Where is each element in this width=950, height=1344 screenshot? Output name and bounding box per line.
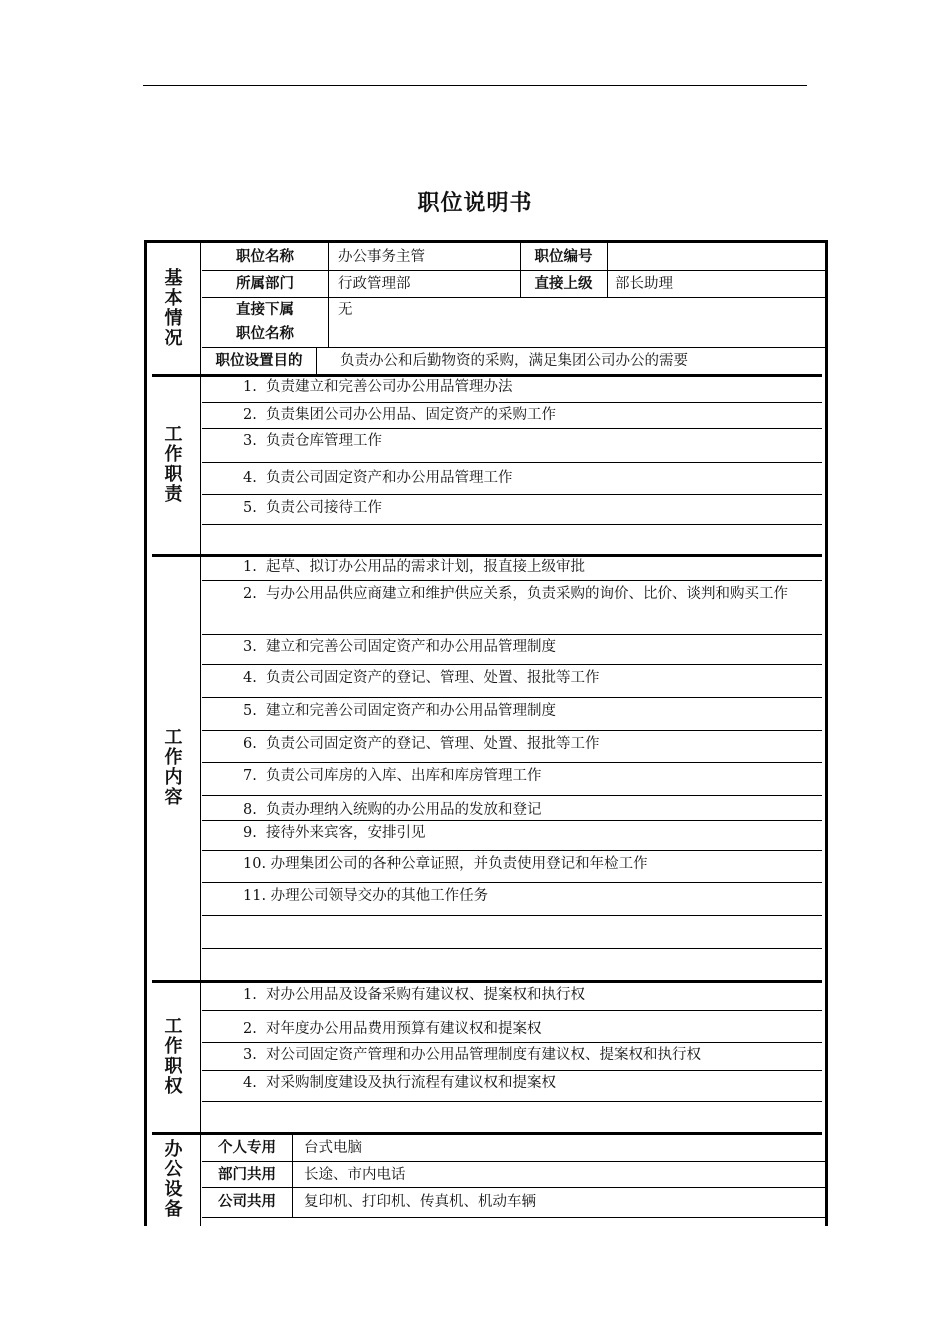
list-item: 11. 办理公司领导交办的其他工作任务	[202, 883, 822, 916]
list-item: 3. 对公司固定资产管理和办公用品管理制度有建议权、提案权和执行权	[202, 1043, 822, 1071]
department-equipment-value: 长途、市内电话	[304, 1167, 406, 1183]
supervisor-label: 直接上级	[534, 276, 593, 292]
list-item: 2. 与办公用品供应商建立和维护供应关系，负责采购的询价、比价、谈判和购买工作	[202, 581, 822, 635]
department-label: 所属部门	[236, 276, 294, 292]
duties-section	[147, 375, 826, 555]
list-item: 8. 负责办理纳入统购的办公用品的发放和登记	[202, 796, 822, 821]
list-item: 5. 负责公司接待工作	[202, 495, 822, 525]
subordinate-label: 直接下属 职位名称	[236, 302, 294, 342]
work-content-label: 工作内容	[147, 555, 201, 981]
supervisor-value: 部长助理	[615, 276, 673, 292]
authority-label: 工作职权	[147, 981, 201, 1133]
list-item: 7. 负责公司库房的入库、出库和库房管理工作	[202, 763, 822, 796]
list-item: 4. 负责公司固定资产和办公用品管理工作	[202, 463, 822, 495]
list-item: 3. 建立和完善公司固定资产和办公用品管理制度	[202, 635, 822, 665]
list-item: 2. 对年度办公用品费用预算有建议权和提案权	[202, 1011, 822, 1043]
list-item: 3. 负责仓库管理工作	[202, 429, 822, 463]
duties-label: 工作职责	[147, 375, 201, 555]
list-item	[202, 949, 822, 981]
basic-info-label: 基本情况	[147, 243, 201, 375]
list-item: 1. 负责建立和完善公司办公用品管理办法	[202, 375, 822, 403]
list-item: 4. 负责公司固定资产的登记、管理、处置、报批等工作	[202, 665, 822, 698]
subordinate-value: 无	[338, 302, 353, 318]
list-item: 1. 起草、拟订办公用品的需求计划，报直接上级审批	[202, 555, 822, 581]
work-content-section	[147, 555, 826, 981]
personal-equipment-value: 台式电脑	[304, 1140, 362, 1156]
list-item: 5. 建立和完善公司固定资产和办公用品管理制度	[202, 698, 822, 731]
position-name-value: 办公事务主管	[338, 249, 425, 265]
list-item: 6. 负责公司固定资产的登记、管理、处置、报批等工作	[202, 731, 822, 763]
department-value: 行政管理部	[338, 276, 411, 292]
company-equipment-label: 公司共用	[218, 1194, 276, 1210]
list-item: 9. 接待外来宾客，安排引见	[202, 821, 822, 851]
header-rule	[143, 85, 807, 86]
list-item: 4. 对采购制度建设及执行流程有建议权和提案权	[202, 1071, 822, 1102]
position-code-label: 职位编号	[534, 249, 593, 265]
authority-section	[147, 981, 826, 1133]
company-equipment-value: 复印机、打印机、传真机、机动车辆	[304, 1194, 536, 1210]
department-equipment-label: 部门共用	[218, 1167, 276, 1183]
purpose-value: 负责办公和后勤物资的采购，满足集团公司办公的需要	[340, 353, 688, 369]
equipment-label: 办公设备	[147, 1133, 201, 1226]
personal-equipment-label: 个人专用	[218, 1140, 276, 1156]
list-item: 2. 负责集团公司办公用品、固定资产的采购工作	[202, 403, 822, 429]
position-name-label: 职位名称	[236, 249, 294, 265]
list-item: 1. 对办公用品及设备采购有建议权、提案权和执行权	[202, 981, 822, 1011]
list-item: 10. 办理集团公司的各种公章证照，并负责使用登记和年检工作	[202, 851, 822, 883]
equipment-section	[147, 1133, 826, 1226]
list-item	[202, 1102, 822, 1133]
purpose-label: 职位设置目的	[215, 353, 303, 369]
list-item	[202, 525, 822, 555]
list-item	[202, 916, 822, 949]
page-title: 职位说明书	[417, 191, 533, 216]
basic-info-section	[147, 243, 826, 375]
job-description-table	[144, 240, 828, 1226]
